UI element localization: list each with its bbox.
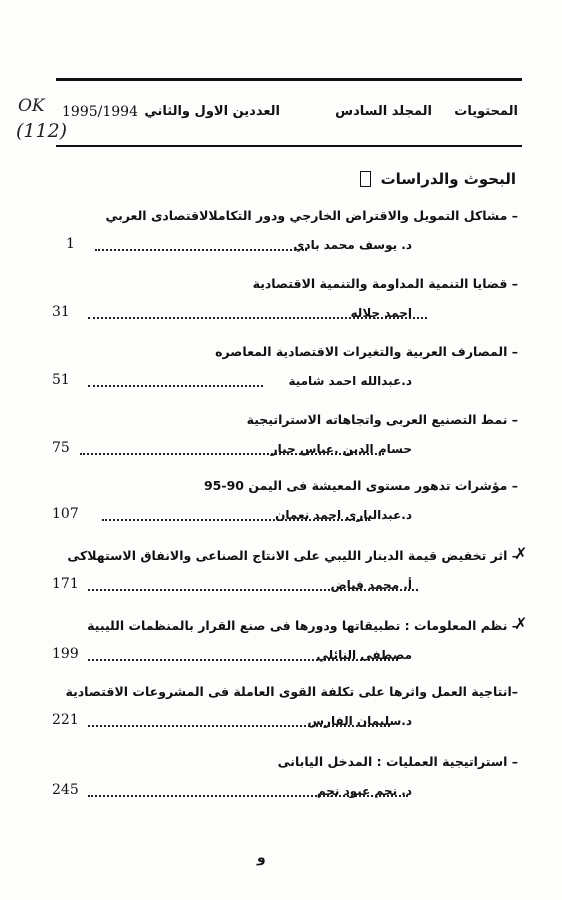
section-title-text: البحوث والدراسات [380, 170, 516, 188]
toc-entry-5 [40, 478, 522, 544]
entry-title: – مؤشرات تدهور مستوى المعيشة فى اليمن 90-95 [203, 478, 518, 493]
entry-title: – قضايا التنمية المداومة والتنمية الاقتصادية [252, 276, 518, 291]
dot-leader [88, 303, 427, 319]
top-rule [56, 78, 522, 81]
entry-title: – اثر تخفيض قيمة الدينار الليبي على الانتاج الصناعى والانفاق الاستهلاكى [67, 548, 518, 563]
handwritten-cross-mark: ✗ [514, 614, 528, 633]
header-year: 1995/1994 [62, 104, 138, 120]
dot-leader [88, 645, 398, 661]
dot-leader [88, 781, 408, 797]
entry-author: د.عبدالبارى احمد نعمان [275, 508, 412, 522]
dot-leader [102, 505, 370, 521]
entry-title: –انتاجية العمل واثرها على تكلفة القوى العاملة فى المشروعات الاقتصادية [65, 684, 518, 699]
dot-leader [95, 235, 307, 251]
handwritten-cross-mark: ✗ [514, 544, 528, 563]
entry-page: 31 [52, 304, 70, 320]
header-contents-label: المحتويات [454, 104, 518, 119]
toc-entry-4 [40, 412, 522, 478]
toc-entry-3 [40, 344, 522, 410]
handwritten-ok: OK [18, 96, 45, 116]
entry-author: حسام الدين ,عباس جبار [270, 442, 412, 456]
entry-title: – نظم المعلومات : تطبيقاتها ودورها فى صنع القرار بالمنظمات الليبية [87, 618, 518, 633]
entry-page: 51 [52, 372, 70, 388]
dot-leader [80, 439, 384, 455]
toc-entry-6 [40, 544, 528, 614]
entry-page: 171 [52, 576, 79, 592]
entry-title: – نمط التصنيع العربى واتجاهاته الاستراتيجية [246, 412, 518, 427]
entry-author: د. نجم عبود نجم [316, 784, 412, 798]
toc-entry-8 [40, 684, 522, 750]
entry-page: 75 [52, 440, 70, 456]
entry-author: احمد جلاله [350, 306, 412, 320]
entry-author: د. يوسف محمد بادي [293, 238, 412, 252]
dot-leader [88, 575, 418, 591]
header-volume-label: المجلد السادس [335, 104, 432, 119]
entry-page: 1 [66, 236, 75, 252]
section-title [360, 170, 516, 188]
entry-author: د.عبدالله احمد شامية [288, 374, 412, 388]
entry-author: أ. محمد فياض [330, 578, 412, 592]
dot-leader [88, 711, 390, 727]
toc-entry-7 [40, 614, 528, 684]
entry-title: – مشاكل التمويل والاقتراض الخارجي ودور التكاملالاقتصادى العربي [105, 208, 518, 223]
entry-author: مصطفى النائلي [316, 648, 412, 662]
entry-title: – المصارف العربية والتغيرات الاقتصادية المعاصره [215, 344, 518, 359]
toc-entry-1 [40, 208, 522, 274]
toc-entry-9 [40, 754, 522, 820]
header-issue-label: العددين الاول والثاني [144, 104, 280, 119]
entry-page: 199 [52, 646, 79, 662]
entry-page: 107 [52, 506, 79, 522]
entry-title: – استراتيجية العمليات : المدخل اليابانى [277, 754, 518, 769]
entry-page: 221 [52, 712, 79, 728]
header-rule [56, 145, 522, 147]
handwritten-count: (112) [16, 120, 68, 142]
bracket-box-icon [360, 171, 371, 187]
entry-page: 245 [52, 782, 79, 798]
dot-leader [88, 371, 263, 387]
entry-author: د.سليمان الفارس [307, 714, 412, 728]
footer-page-letter: و [257, 850, 266, 866]
toc-entry-2 [40, 276, 522, 342]
